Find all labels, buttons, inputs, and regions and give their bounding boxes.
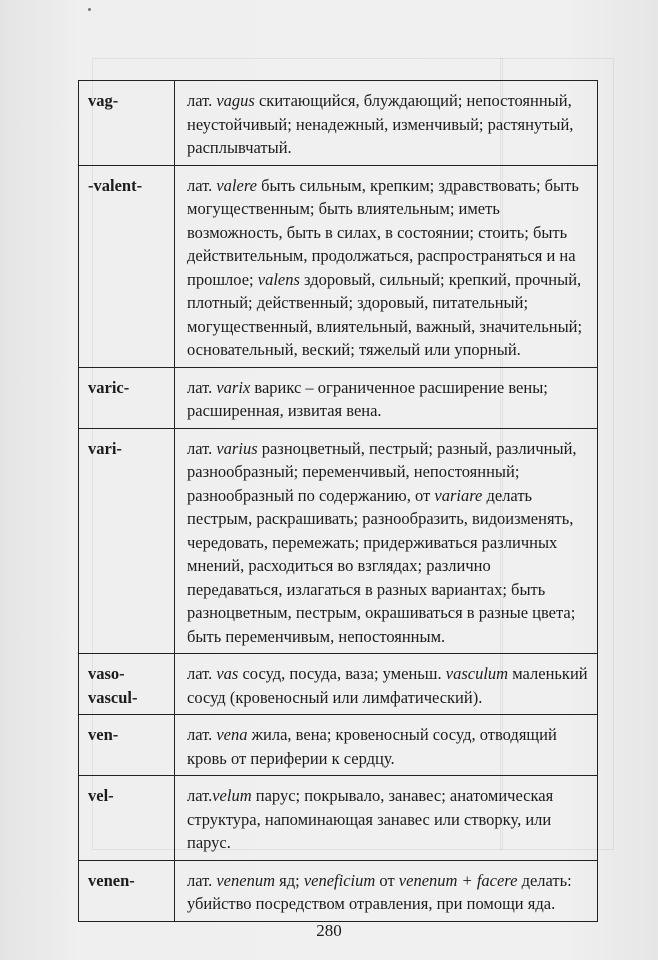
definition-text: парус; покрывало, занавес; анатомическая структура, напоминающая занавес или створку, или парус. bbox=[187, 786, 554, 852]
entry-definition bbox=[175, 81, 598, 166]
definition-text: варикс – ограниченное расширение вены; расширенная, извитая вена. bbox=[187, 377, 548, 420]
entry-term: vag- bbox=[79, 81, 175, 166]
entry-definition bbox=[175, 165, 598, 367]
definition-text: яд; bbox=[275, 870, 304, 890]
entry-term: vari- bbox=[79, 428, 175, 654]
entry-definition bbox=[175, 428, 598, 654]
latin-word: valens bbox=[257, 269, 300, 289]
definition-text: жила, вена; кровеносный сосуд, отводящий кровь от периферии к сердцу. bbox=[187, 725, 557, 768]
page-number: 280 bbox=[316, 921, 342, 940]
entry-term: -valent- bbox=[79, 165, 175, 367]
dictionary-row bbox=[79, 165, 598, 367]
definition-text: разноцветный, пестрый; разный, различный, разнообразный; переменчивый, непостоянный; разнообразный по содержанию, от bbox=[187, 438, 577, 505]
entry-definition bbox=[175, 654, 598, 715]
dictionary-row bbox=[79, 367, 598, 428]
dictionary-row bbox=[79, 428, 598, 654]
latin-word: varius bbox=[216, 438, 258, 458]
definition-text: быть сильным, крепким; здравствовать; быть могущественным; быть влиятельным; иметь возможность, быть в силах, в состоянии; стоить; быть действительным, продолжаться, распространяться и на прошлое; bbox=[187, 175, 579, 289]
latin-word: variare bbox=[434, 485, 483, 505]
entry-term: varic- bbox=[79, 367, 175, 428]
entry-definition bbox=[175, 776, 598, 861]
dictionary-row bbox=[79, 860, 598, 921]
entry-definition bbox=[175, 715, 598, 776]
entry-term: vaso- vascul- bbox=[79, 654, 175, 715]
dictionary-row bbox=[79, 81, 598, 166]
definition-text: лат. bbox=[187, 377, 217, 397]
latin-word: vas bbox=[216, 664, 239, 683]
dictionary-row bbox=[79, 715, 598, 776]
dictionary-row bbox=[79, 776, 598, 861]
definition-text: лат. bbox=[187, 786, 213, 805]
definition-text: лат. bbox=[187, 91, 217, 110]
latin-word: valere bbox=[216, 175, 257, 195]
latin-word: vagus bbox=[216, 91, 255, 110]
latin-word: varix bbox=[216, 377, 251, 397]
latin-word: vena bbox=[216, 725, 248, 744]
latin-word: vasculum bbox=[445, 664, 509, 683]
definition-text: лат. bbox=[187, 664, 217, 683]
definition-text: лат. bbox=[187, 870, 217, 890]
definition-text: скитающийся, блуждающий; непостоянный, неустойчивый; ненадежный, изменчивый; растянутый, расплывчатый. bbox=[187, 91, 574, 157]
entry-term: ven- bbox=[79, 715, 175, 776]
latin-word: venenum bbox=[216, 870, 275, 890]
entry-definition bbox=[175, 860, 598, 921]
dictionary-row bbox=[79, 654, 598, 715]
latin-word: venenum + facere bbox=[398, 870, 518, 890]
definition-text: маленький сосуд (кровеносный или лимфатический). bbox=[187, 664, 588, 707]
ink-speck bbox=[88, 8, 91, 11]
entry-term: venen- bbox=[79, 860, 175, 921]
definition-text: делать пестрым, раскрашивать; разнообразить, видоизменять, чередовать, перемежать; придерживаться различных мнений, расходиться во взглядах; различно передаваться, излагаться в разных вариантах; быть разноцветным, пестрым, окрашиваться в разные цвета; быть переменчивым, непостоянным. bbox=[187, 485, 576, 646]
definition-text: сосуд, посуда, ваза; уменьш. bbox=[238, 664, 446, 683]
entry-definition bbox=[175, 367, 598, 428]
latin-word: veneficium bbox=[303, 870, 376, 890]
entry-term: vel- bbox=[79, 776, 175, 861]
definition-text: делать: убийство посредством отравления, при помощи яда. bbox=[187, 870, 572, 913]
dictionary-table bbox=[78, 80, 598, 922]
definition-text: от bbox=[375, 870, 399, 890]
definition-text: лат. bbox=[187, 438, 217, 458]
definition-text: лат. bbox=[187, 725, 217, 744]
definition-text: здоровый, сильный; крепкий, прочный, плотный; действенный; здоровый, питательный; могущественный, влиятельный, важный, значительный; основательный, веский; тяжелый или упорный. bbox=[187, 269, 583, 359]
definition-text: лат. bbox=[187, 175, 217, 195]
latin-word: velum bbox=[212, 786, 252, 805]
